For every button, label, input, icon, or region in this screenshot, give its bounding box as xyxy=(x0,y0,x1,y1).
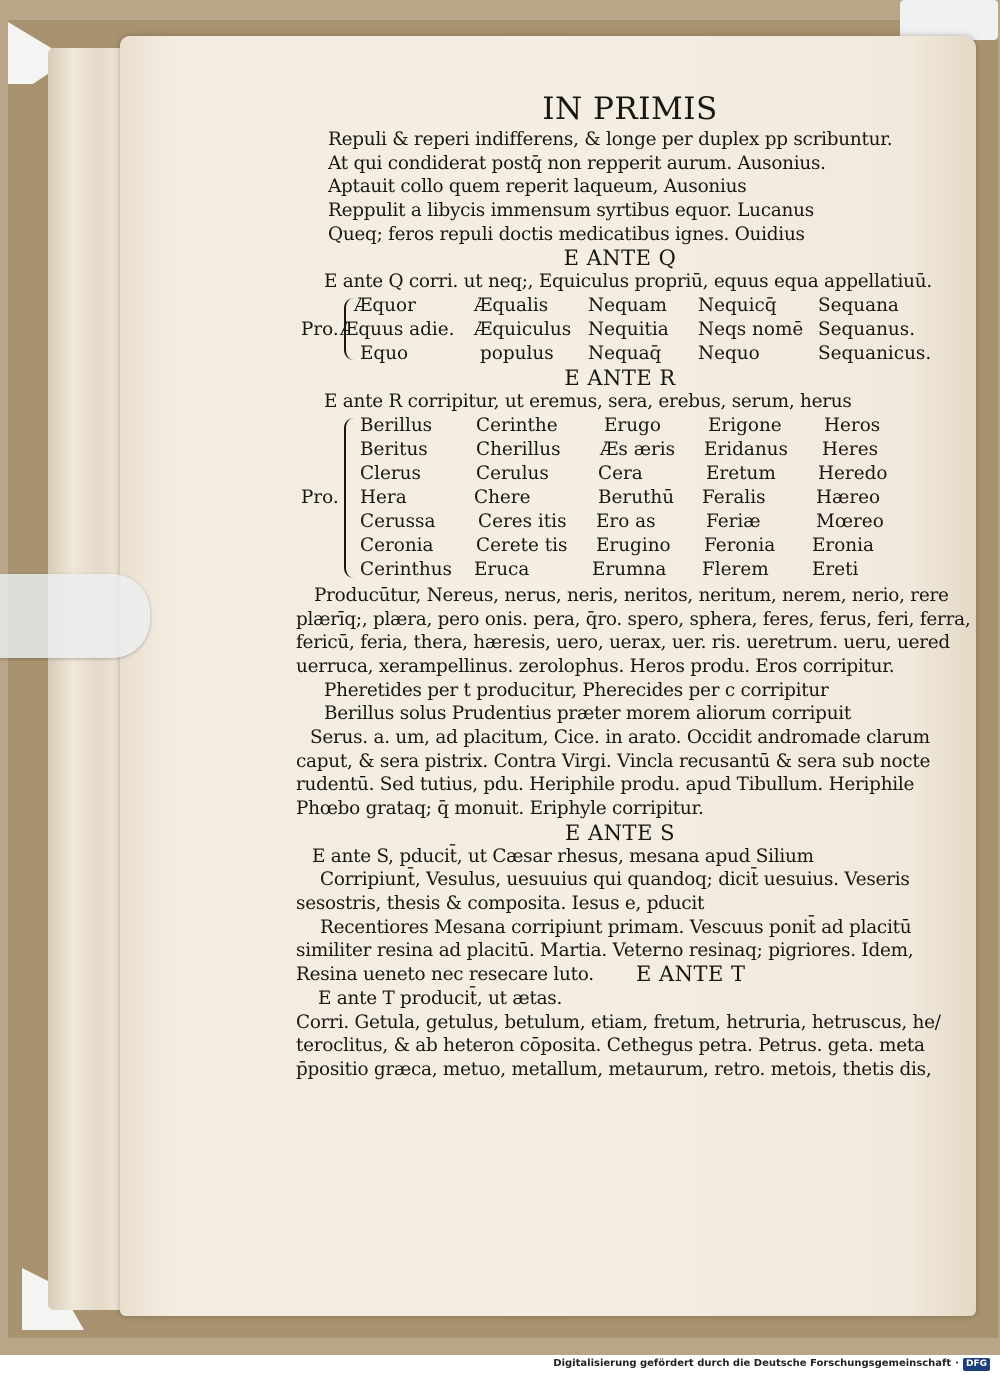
table-cell: Mœreo xyxy=(816,510,884,532)
text-line: E ante S, pducit̄, ut Cæsar rhesus, mesana apud Silium xyxy=(312,845,814,867)
table-cell: Ero as xyxy=(596,510,656,532)
text-line: similiter resina ad placitū. Martia. Veterno resinaq; pigriores. Idem, xyxy=(296,940,914,962)
table-cell: Cerinthe xyxy=(476,414,558,436)
table-row xyxy=(296,438,944,462)
table-cell: Cera xyxy=(598,462,643,484)
text-line: Repuli & reperi indifferens, & longe per duplex pp scribuntur. xyxy=(328,129,893,150)
section-title-s: E ANTE S xyxy=(565,820,675,845)
text-line: Phœbo grataq; q̄ monuit. Eriphyle corripitur. xyxy=(296,798,704,819)
table-cell: Feronia xyxy=(704,534,776,556)
text-line: Queq; feros repuli doctis medicatibus ignes. Ouidius xyxy=(328,223,805,245)
table-row xyxy=(296,534,944,558)
photo-corner-top-right xyxy=(900,0,998,40)
text-line: At qui condiderat postq̄ non repperit aurum. Ausonius. xyxy=(328,152,826,174)
text-line: Producūtur, Nereus, nerus, neris, neritos, neritum, nerem, nerio, rere xyxy=(314,584,949,606)
table-row xyxy=(296,294,944,318)
table-cell: Nequam xyxy=(588,295,667,317)
pro-label: Pro. xyxy=(301,319,339,341)
table-cell: Flerem xyxy=(702,558,769,580)
table-cell: Heros xyxy=(824,414,881,436)
digitization-credit xyxy=(553,1355,990,1373)
pro-label: Pro. xyxy=(301,486,339,508)
table-cell: Erumna xyxy=(592,558,667,580)
table-cell: Feralis xyxy=(702,486,766,508)
text-line: E ante T producit̄, ut ætas. xyxy=(318,987,563,1009)
text-line: sesostris, thesis & composita. Iesus e, pducit xyxy=(296,893,705,915)
table-cell: Chere xyxy=(474,486,531,508)
table-cell: Feriæ xyxy=(706,510,761,532)
paragraph-s xyxy=(296,845,944,987)
table-row xyxy=(296,318,944,342)
table-cell: Æquor xyxy=(354,295,416,317)
table-row xyxy=(296,558,944,582)
separator-dot: · xyxy=(955,1358,959,1369)
table-cell: Berillus xyxy=(360,414,433,436)
dfg-logo[interactable]: DFG xyxy=(963,1358,990,1371)
text-line: Reppulit a libycis immensum syrtibus equor. Lucanus xyxy=(328,200,814,222)
text-line: plærīq;, plæra, pero onis. pera, q̄ro. spero, sphera, feres, ferus, feri, ferra, xyxy=(296,608,971,630)
table-cell: Clerus xyxy=(360,462,421,484)
table-cell: Cerinthus xyxy=(360,558,452,580)
table-cell: Eretum xyxy=(706,462,776,484)
table-cell: Nequitia xyxy=(588,319,669,341)
table-row xyxy=(296,414,944,438)
table-cell: Cerulus xyxy=(476,462,549,484)
table-cell: Nequaq̄ xyxy=(588,343,662,365)
table-cell: Erugino xyxy=(596,534,671,556)
table-cell: Æquiculus xyxy=(474,319,572,341)
table-cell: populus xyxy=(480,343,554,365)
table-row xyxy=(296,510,944,534)
table-cell: Sequanicus. xyxy=(818,343,932,365)
page-text xyxy=(296,90,971,1082)
table-cell: Beritus xyxy=(360,438,428,460)
text-line: teroclitus, & ab heteron cōposita. Cethegus petra. Petrus. geta. meta xyxy=(296,1035,925,1057)
text-line: Corri. Getula, getulus, betulum, etiam, fretum, hetruria, hetruscus, he/ xyxy=(296,1011,941,1033)
table-cell: Sequanus. xyxy=(818,319,916,341)
text-line: p̄positio græca, metuo, metallum, metaurum, retro. metois, thetis dis, xyxy=(296,1058,932,1080)
table-row xyxy=(296,342,944,366)
text-line: caput, & sera pistrix. Contra Virgi. Vincla recusantū & sera sub nocte xyxy=(296,750,931,772)
table-cell: Eridanus xyxy=(704,438,788,460)
table-row xyxy=(296,462,944,486)
table-cell: Beruthū xyxy=(598,486,675,508)
text-line: E ante R corripitur, ut eremus, sera, erebus, serum, herus xyxy=(324,391,852,413)
credit-text: Digitalisierung gefördert durch die Deutsche Forschungsgemeinschaft xyxy=(553,1358,952,1369)
text-span: Resina ueneto nec resecare luto. xyxy=(296,964,594,986)
text-line: fericū, feria, thera, hæresis, uero, uerax, uer. ris. ueretrum. ueru, uered xyxy=(296,632,950,654)
intro-block xyxy=(296,128,944,246)
text-line: Corripiunt̄, Vesulus, uesuuius qui quandoq; dicit̄ uesuius. Veseris xyxy=(320,869,910,891)
table-cell: Cerete tis xyxy=(476,534,568,556)
table-cell: Heredo xyxy=(818,462,888,484)
table-cell: Erigone xyxy=(708,414,782,436)
table-cell: Æqualis xyxy=(474,295,549,317)
section-title-t: E ANTE T xyxy=(636,962,746,987)
table-cell: Hera xyxy=(360,486,407,508)
paragraph-t xyxy=(296,987,944,1082)
table-cell: Ereti xyxy=(812,558,859,580)
text-line: rudentū. Sed tutius, pdu. Heriphile produ. apud Tibullum. Heriphile xyxy=(296,774,915,796)
table-cell: Eronia xyxy=(812,534,874,556)
paragraph-r xyxy=(296,584,971,821)
table-cell: Nequo xyxy=(698,343,760,365)
text-line: uerruca, xerampellinus. zerolophus. Heros produ. Eros corripitur. xyxy=(296,655,895,677)
word-table-q xyxy=(296,294,944,366)
table-cell: Cerussa xyxy=(360,510,436,532)
table-cell: Equo xyxy=(360,343,409,365)
text-line: E ante Q corri. ut neq;, Equiculus propriū, equus equa appellatiuū. xyxy=(324,271,932,293)
text-line: Berillus solus Prudentius præter morem aliorum corripuit xyxy=(324,703,852,725)
table-cell: Ceronia xyxy=(360,534,434,556)
table-cell: Eruca xyxy=(474,558,530,580)
text-line: Aptauit collo quem reperit laqueum, Ausonius xyxy=(328,176,747,198)
page-heading: IN PRIMIS xyxy=(542,91,718,127)
page-marker-tab xyxy=(0,574,150,658)
table-cell: Cherillus xyxy=(476,438,561,460)
table-cell: Sequana xyxy=(818,295,899,317)
table-cell: Nequicq̄ xyxy=(698,295,777,317)
text-line xyxy=(296,963,944,987)
table-cell: Ceres itis xyxy=(478,510,567,532)
word-table-r xyxy=(296,414,944,584)
text-line: Recentiores Mesana corripiunt primam. Vescuus ponit̄ ad placitū xyxy=(320,916,912,938)
table-cell: Heres xyxy=(822,438,879,460)
table-cell: Neqs nomē xyxy=(698,319,804,341)
table-cell: Æquus adie. xyxy=(340,319,455,341)
section-title-r: E ANTE R xyxy=(564,366,676,391)
text-line: Serus. a. um, ad placitum, Cice. in arato. Occidit andromade clarum xyxy=(310,726,930,748)
text-line: Pheretides per t producitur, Pherecides per c corripitur xyxy=(324,679,829,701)
table-row xyxy=(296,486,944,510)
table-cell: Hæreo xyxy=(816,486,881,508)
table-cell: Erugo xyxy=(604,414,661,436)
table-cell: Æs æris xyxy=(600,438,676,460)
section-title-q: E ANTE Q xyxy=(563,246,677,271)
